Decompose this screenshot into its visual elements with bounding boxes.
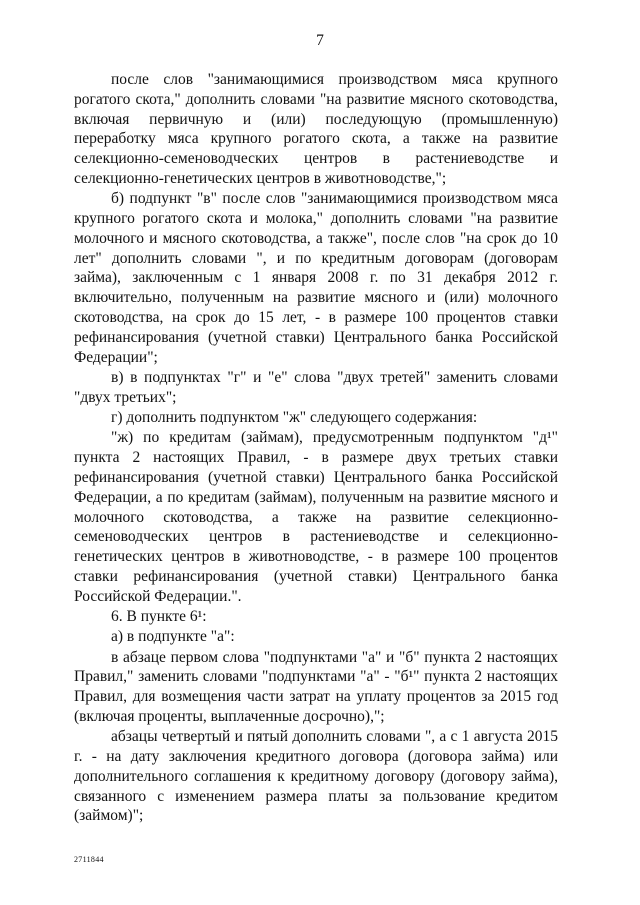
paragraph-quoted-subitem-zh: "ж) по кредитам (займам), предусмотренным подпунктом "д¹" пункта 2 настоящих Правил, - в размере двух третьих ставки рефинансирования (учетной ставки) Центрального банка Российской Федерации, а по кредитам (займам), полученным на развитие мясного и молочного скотоводства, а также на развитие селекционно-семеноводческих центров в растениеводстве и селекционно-генетических центров в животноводстве, - в размере 100 процентов ставки рефинансирования (учетной ставки) Центрального банка Российской Федерации.". [74,429,558,605]
paragraph-amendment-clause: после слов "занимающимися производством мяса крупного рогатого скота," дополнить словами "на развитие мясного скотоводства, включая первичную и (или) последующую (промышленную) переработку мяса крупного рогатого скота, а также на развитие селекционно-семеноводческих центров в растениеводстве и селекционно-генетических центров в животноводстве,"; [74,71,558,187]
paragraph-subitem-a: а) в подпункте "а": [111,628,235,646]
document-code: 2711844 [74,855,104,864]
paragraph-first-abzac: в абзаце первом слова "подпунктами "а" и "б" пункта 2 настоящих Правил," заменить словами "подпунктами "а" - "б¹" пункта 2 настоящих Правил, для возмещения части затрат на уплату процентов за 2015 год (включая проценты, выплаченные досрочно),"; [74,648,558,725]
paragraph-subitem-b: б) подпункт "в" после слов "занимающимися производством мяса крупного рогатого скота и молока," дополнить словами "на развитие молочного и мясного скотоводства, а также", после слов "на срок до 10 лет" дополнить словами ", и по кредитным договорам (договорам займа), заключенным с 1 января 2008 г. по 31 декабря 2012 г. включительно, полученным на развитие мясного и (или) молочного скотоводства, на срок до 15 лет, - в размере 100 процентов ставки рефинансирования (учетной ставки) Центрального банка Российской Федерации"; [74,190,558,366]
document-body [74,70,558,826]
page-number: 7 [316,32,324,49]
paragraph-item-6: 6. В пункте 6¹: [111,608,207,626]
paragraph-fourth-fifth-abzac: абзацы четвертый и пятый дополнить словами ", а с 1 августа 2015 г. - на дату заключения кредитного договора (договора займа) или дополнительного соглашения к кредитному договору (договору займа), связанного с изменением размера платы за пользование кредитом (займом)"; [74,728,558,825]
paragraph-subitem-v: в) в подпунктах "г" и "е" слова "двух третей" заменить словами "двух третьих"; [74,368,558,406]
paragraph-subitem-g: г) дополнить подпунктом "ж" следующего содержания: [111,409,478,427]
